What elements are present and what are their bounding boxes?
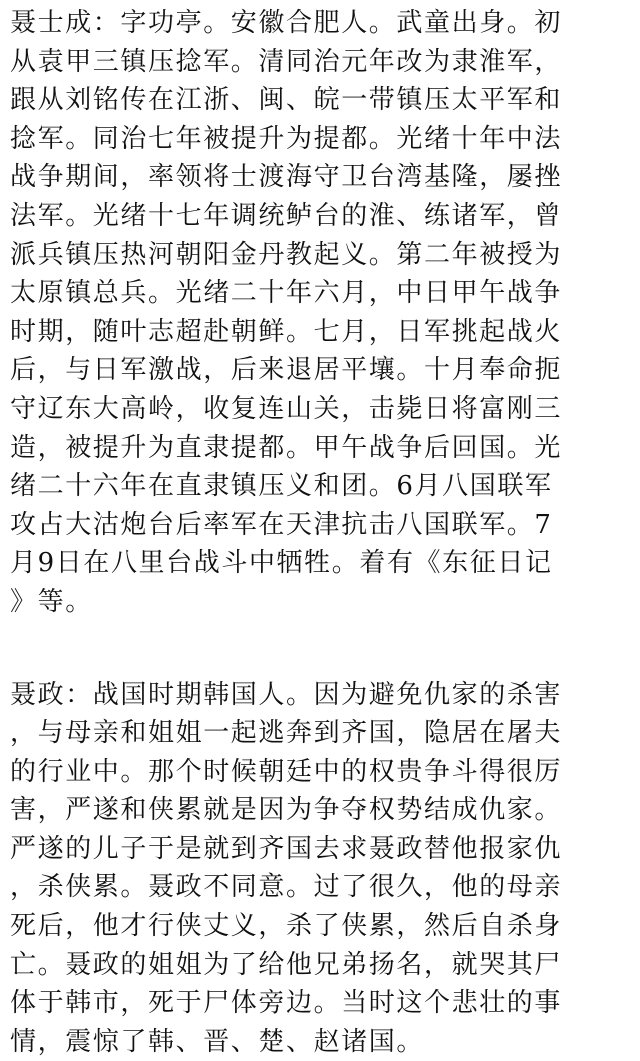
text-line: 法军。光绪十七年调统鲈台的淮、练诸军，曾 (10, 197, 630, 236)
text-line: ，杀侠累。聂政不同意。过了很久，他的母亲 (10, 868, 630, 907)
text-line: 攻占大沽炮台后率军在天津抗击八国联军。7 (10, 506, 630, 545)
text-line: 守辽东大高岭，收复连山关，击毙日将富刚三 (10, 390, 630, 429)
text-line: 捻军。同治七年被提升为提都。光绪十年中法 (10, 120, 630, 159)
text-line: 造，被提升为直隶提都。甲午战争后回国。光 (10, 429, 630, 468)
text-line: 太原镇总兵。光绪二十年六月，中日甲午战争 (10, 274, 630, 313)
text-line: 的行业中。那个时候朝廷中的权贵争斗得很厉 (10, 753, 630, 792)
paragraph-nie-zheng (10, 676, 630, 1061)
text-line: 战争期间，率领将士渡海守卫台湾基隆，屡挫 (10, 158, 630, 197)
text-line: 聂政：战国时期韩国人。因为避免仇家的杀害 (10, 676, 630, 715)
text-line: 从袁甲三镇压捻军。清同治元年改为隶淮军， (10, 43, 630, 82)
text-line: ，与母亲和姐姐一起逃奔到齐国，隐居在屠夫 (10, 714, 630, 753)
paragraph-spacer (10, 622, 630, 676)
text-line: 时期，随叶志超赴朝鲜。七月，日军挑起战火 (10, 313, 630, 352)
text-line: 后，与日军激战，后来退居平壤。十月奉命扼 (10, 351, 630, 390)
text-line: 亡。聂政的姐姐为了给他兄弟扬名，就哭其尸 (10, 946, 630, 985)
text-line: 情，震惊了韩、晋、楚、赵诸国。 (10, 1023, 630, 1061)
text-line: 跟从刘铭传在江浙、闽、皖一带镇压太平军和 (10, 81, 630, 120)
text-line: 》等。 (10, 583, 630, 622)
text-line: 绪二十六年在直隶镇压义和团。6月八国联军 (10, 467, 630, 506)
paragraph-nie-shicheng (10, 4, 630, 622)
text-line: 体于韩市，死于尸体旁边。当时这个悲壮的事 (10, 984, 630, 1023)
text-line: 死后，他才行侠丈义，杀了侠累，然后自杀身 (10, 907, 630, 946)
text-line: 派兵镇压热河朝阳金丹教起义。第二年被授为 (10, 236, 630, 275)
text-line: 严遂的儿子于是就到齐国去求聂政替他报家仇 (10, 830, 630, 869)
text-line: 害，严遂和侠累就是因为争夺权势结成仇家。 (10, 791, 630, 830)
text-line: 聂士成：字功亭。安徽合肥人。武童出身。初 (10, 4, 630, 43)
text-line: 月9日在八里台战斗中牺牲。着有《东征日记 (10, 544, 630, 583)
